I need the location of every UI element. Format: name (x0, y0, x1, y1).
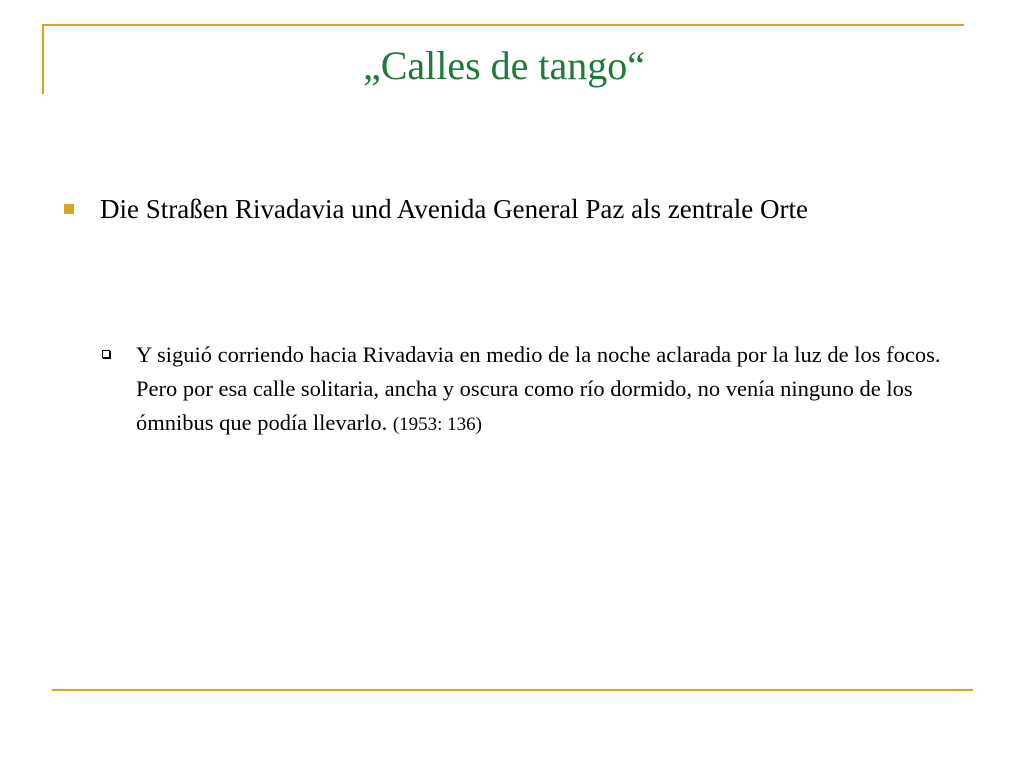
top-border-line (42, 24, 964, 26)
hollow-square-bullet-icon (102, 350, 110, 358)
slide-title: „Calles de tango“ (362, 43, 646, 88)
bullet-text: Die Straßen Rivadavia und Avenida General Paz als zentrale Orte (100, 194, 808, 224)
citation-text: (1953: 136) (392, 414, 483, 435)
sub-bullet-text (136, 338, 960, 442)
bottom-border-line (52, 689, 973, 691)
square-bullet-icon (64, 204, 74, 214)
sub-bullet-item (100, 338, 960, 442)
quote-text: Y siguió corriendo hacia Rivadavia en medio de la noche aclarada por la luz de los focos. Pero por esa calle solitaria, ancha y oscura como río dormido, no venía ninguno de los ómnibus que podía llevarlo. (136, 342, 941, 435)
bullet-item (62, 190, 912, 228)
